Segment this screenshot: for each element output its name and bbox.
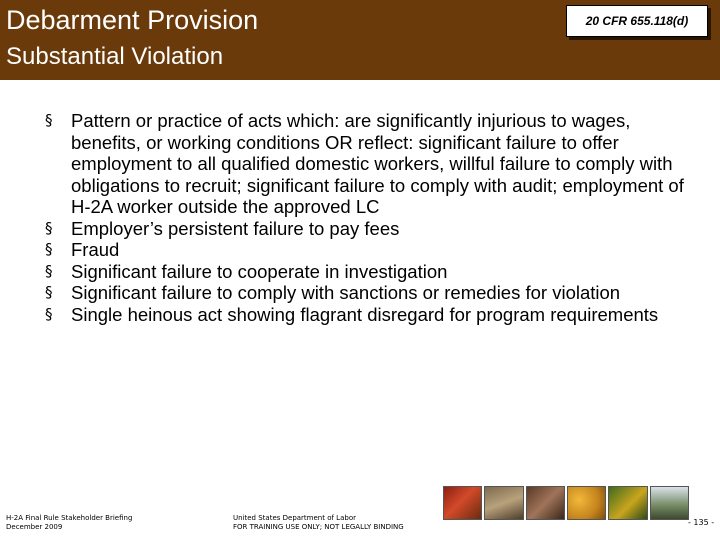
- citation-text: 20 CFR 655.118(d): [585, 14, 689, 28]
- footer-briefing-title: H-2A Final Rule Stakeholder Briefing: [6, 514, 133, 522]
- bullet-marker-icon: §: [45, 261, 53, 280]
- bullet-text: Significant failure to comply with sanctions or remedies for violation: [71, 282, 621, 303]
- bullet-marker-icon: §: [45, 218, 53, 237]
- bullet-text: Single heinous act showing flagrant disregard for program requirements: [71, 303, 659, 325]
- bullet-item: [45, 261, 685, 283]
- bullet-marker-icon: §: [45, 240, 53, 258]
- photo-strip: [443, 486, 689, 520]
- bullet-marker-icon: §: [45, 304, 53, 323]
- bullet-text: Pattern or practice of acts which: are significantly injurious to wages, benefits, or working conditions OR reflect: significant failure to offer employment to all qualified domestic workers, willful failure to comply with obligations to recruit; significant failure to comply with audit; employment of H-2A worker outside the approved LC: [71, 110, 684, 217]
- bullet-text: Employer’s persistent failure to pay fees: [71, 217, 400, 239]
- footer-briefing-date: December 2009: [6, 523, 63, 531]
- footer-department-name: United States Department of Labor: [233, 514, 356, 522]
- tractor-field-photo-icon: [650, 486, 689, 520]
- honeycomb-photo-icon: [567, 486, 606, 520]
- footer-briefing-info: [6, 514, 132, 532]
- hands-photo-icon: [526, 486, 565, 520]
- page-number: - 135 -: [688, 518, 715, 527]
- bullet-list: [45, 110, 685, 325]
- orchard-photo-icon: [608, 486, 647, 520]
- bullet-text: Significant failure to cooperate in investigation: [71, 260, 448, 282]
- bullet-item: [45, 218, 685, 240]
- bullet-item: [45, 110, 685, 218]
- bullet-marker-icon: §: [45, 283, 53, 301]
- citation-box: [566, 5, 708, 37]
- bullet-text: Fraud: [71, 239, 120, 260]
- bullet-marker-icon: §: [45, 111, 53, 129]
- footer-disclaimer: FOR TRAINING USE ONLY; NOT LEGALLY BINDING: [233, 523, 404, 531]
- footer-department-info: [233, 514, 404, 532]
- slide-subtitle: Substantial Violation: [6, 43, 224, 70]
- produce-photo-icon: [443, 486, 482, 520]
- bullet-item: [45, 282, 685, 304]
- title-bar: [0, 0, 720, 80]
- farm-work-photo-icon: [484, 486, 523, 520]
- bullet-item: [45, 304, 685, 326]
- slide-title: Debarment Provision: [6, 5, 259, 35]
- bullet-item: [45, 239, 685, 261]
